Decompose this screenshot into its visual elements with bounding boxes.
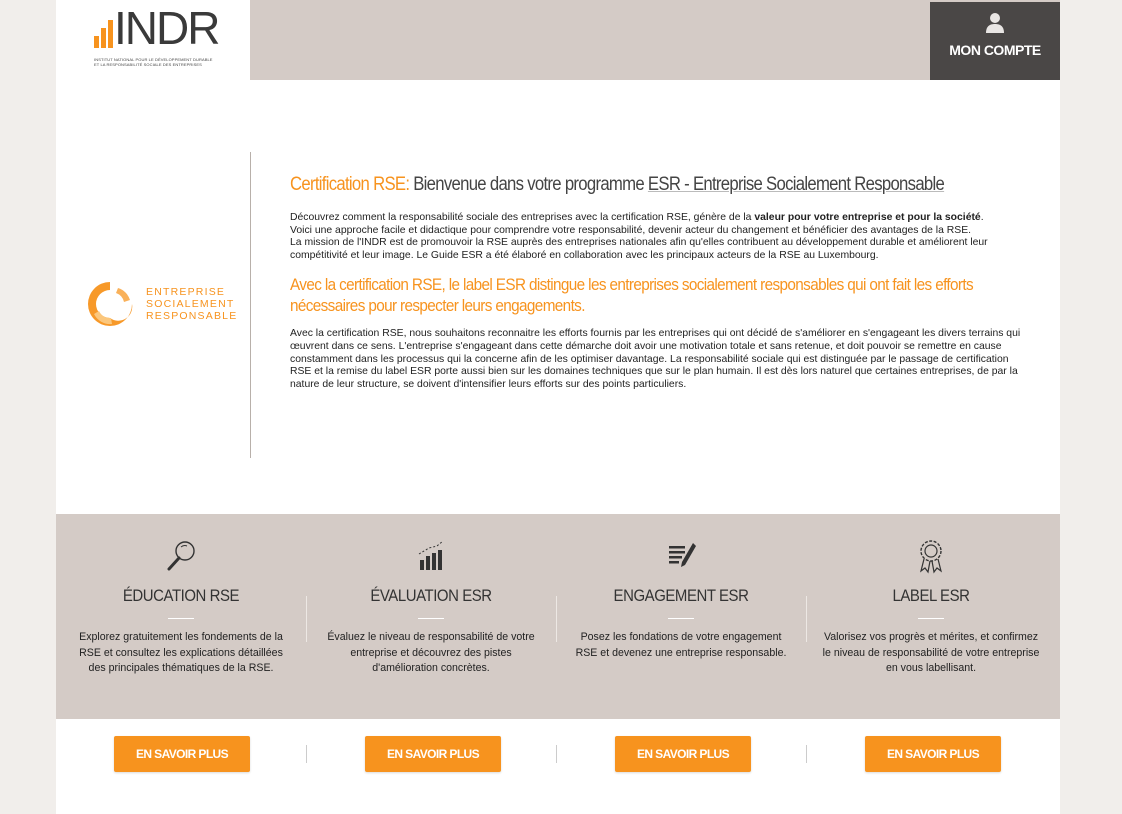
feature-text: Posez les fondations de votre engagement RSE et devenez une entreprise responsable. [575, 631, 787, 659]
education-more-button[interactable]: EN SAVOIR PLUS [114, 736, 250, 772]
indr-logo[interactable] [56, 0, 250, 80]
features-band [56, 514, 1060, 719]
logo-wordmark: INDR [114, 2, 219, 54]
label-more-button[interactable]: EN SAVOIR PLUS [865, 736, 1001, 772]
intro-section [290, 174, 1032, 391]
logo-subtitle: INSTITUT NATIONAL POUR LE DÉVELOPPEMENT DURABLE ET LA RESPONSABILITÉ SOCIALE DES ENTREPRISES [94, 57, 213, 67]
feature-label [806, 514, 1056, 719]
account-button[interactable] [930, 2, 1060, 80]
page [56, 0, 1060, 814]
page-title: Certification RSE: Bienvenue dans votre programme ESR - Entreprise Socialement Responsable [290, 174, 945, 195]
feature-text: Évaluez le niveau de responsabilité de votre entreprise et découvrez des pistes d'amélioration concrètes. [327, 631, 535, 674]
account-label: MON COMPTE [949, 42, 1041, 58]
user-icon [985, 12, 1005, 34]
esr-wordmark: ENTREPRISE SOCIALEMENT RESPONSABLE [146, 286, 238, 322]
feature-title: ÉDUCATION RSE [122, 586, 240, 605]
esr-link[interactable]: ESR - Entreprise Socialement Responsable [647, 174, 945, 195]
esr-swirl-icon [84, 278, 136, 330]
header [56, 0, 1060, 80]
feature-title: LABEL ESR [892, 586, 970, 605]
intro-subtitle: Avec la certification RSE, le label ESR distingue les entreprises socialement responsables qui ont fait les efforts nécessaires pour respecter leurs engagements. [290, 275, 974, 316]
feature-education [56, 514, 306, 719]
magnifier-icon [163, 538, 199, 574]
feature-evaluation [306, 514, 556, 719]
esr-logo [84, 276, 244, 332]
intro-paragraph: Découvrez comment la responsabilité sociale des entreprises avec la certification RSE, génère de la valeur pour votre entreprise et pour la société. Voici une approche facile et didactique pour comprendre votre responsabilité, devenir acteur du changement et bénéficier des avantages de la RSE. La mission de l'INDR est de promouvoir la RSE auprès des entreprises nationales afin qu'elles contribuent au développement durable et améliorent leur compétitivité et leur image. Le Guide ESR a été élaboré en collaboration avec les principaux acteurs de la RSE au Luxembourg. [290, 212, 988, 261]
intro-paragraph-2: Avec la certification RSE, nous souhaitons reconnaitre les efforts fournis par les entreprises qui ont décidé de s'améliorer en s'engageant les divers terrains qui œuvrent dans ce sens. L'entreprise s'engageant dans cette démarche doit avoir une motivation totale et sans retenue, et doit pouvoir se remettre en cause constamment dans les processus qui la concerne afin de les optimiser davantage. La responsabilité sociale qui est distinguée par le passage de certification RSE et la remise du label ESR porte aussi bien sur les domaines techniques que sur le plan humain. Il est dès lors naturel que certaines entreprises, de par la nature de leur structure, se doivent d'intensifier leurs efforts sur des points particuliers. [290, 328, 1021, 390]
feature-text: Valorisez vos progrès et mérites, et confirmez le niveau de responsabilité de votre entreprise en vous labellisant. [822, 631, 1040, 674]
engagement-more-button[interactable]: EN SAVOIR PLUS [615, 736, 751, 772]
divider [250, 152, 251, 458]
evaluation-more-button[interactable]: EN SAVOIR PLUS [365, 736, 501, 772]
pen-list-icon [663, 538, 699, 574]
feature-title: ENGAGEMENT ESR [613, 586, 749, 605]
feature-text: Explorez gratuitement les fondements de la RSE et consultez les explications détaillées des principales thématiques de la RSE. [79, 631, 283, 674]
award-icon [913, 538, 949, 574]
logo-bars-icon [94, 14, 116, 48]
feature-title: ÉVALUATION ESR [370, 586, 492, 605]
chart-icon [413, 538, 449, 574]
feature-engagement [556, 514, 806, 719]
